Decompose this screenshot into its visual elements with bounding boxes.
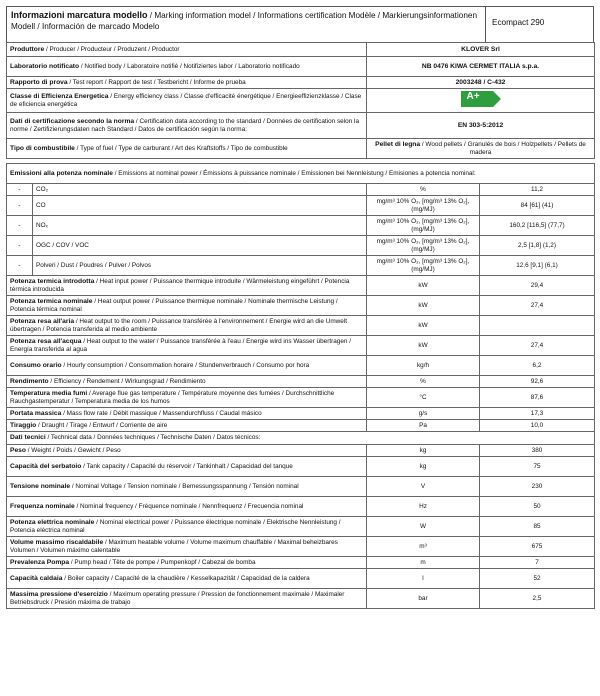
param-label-bold: Massima pressione d'esercizio [10,590,108,598]
param-label-bold: Temperatura media fumi [10,389,88,397]
param-value: 2,5 [480,589,595,609]
emission-value: 12,6 [9,1] (6,1) [480,256,595,276]
info-row [7,139,595,159]
param-label-bold: Tensione nominale [10,482,71,490]
param-unit: °C [367,388,480,408]
param-value: 50 [480,497,595,517]
param-value: 92,6 [480,376,595,388]
param-label [7,296,367,316]
param-label-bold: Portata massica [10,409,62,417]
param-unit: Hz [367,497,480,517]
param-unit: Pa [367,420,480,432]
emission-dash: - [7,256,33,276]
info-value-text: 2003248 / C-432 [455,78,506,86]
info-table [6,42,595,159]
param-label [7,376,367,388]
info-label-rest: / Notified body / Laboratoire notifié / Notifiziertes labor / Laboratorio notificado [79,62,300,70]
emission-unit: mg/m³ 10% O₂, [mg/m³ 13% O₂], (mg/MJ) [367,236,480,256]
param-value: 29,4 [480,276,595,296]
emission-value: 11,2 [480,184,595,196]
info-label-rest: / Certification data according to the standard / Données de certification selon la norme / Zertifizierungsdaten nach Standard / Datos de certificación según la norma: [10,117,359,133]
param-label-rest: / Pump head / Tête de pompe / Pumpenkopf / Cabezal de bomba [69,558,256,566]
param-label [7,569,367,589]
param-label-rest: / Weight / Poids / Gewicht / Peso [25,446,121,454]
info-label-bold: Classe di Efficienza Energetica [10,92,109,100]
param-row [7,388,595,408]
param-label [7,356,367,376]
param-row [7,457,595,477]
info-row [7,77,595,89]
param-row [7,420,595,432]
info-row [7,43,595,57]
info-label-bold: Dati di certificazione secondo la norma [10,117,135,125]
param-row [7,557,595,569]
param-label [7,477,367,497]
param-row [7,477,595,497]
section-heading-row [7,432,595,445]
param-label-rest: / Nominal frequency / Fréquence nominale / Nennfrequenz / Frecuencia nominal [74,502,304,510]
param-label-rest: / Efficiency / Rendement / Wirkungsgrad / Rendimiento [48,377,206,385]
section-heading-rest: / Technical data / Données techniques / Technische Daten / Datos técnicos: [45,434,261,442]
param-label-rest: / Nominal Voltage / Tension nominale / Bemessungsspannung / Tensión nominal [70,482,299,490]
section-heading-bold: Dati tecnici [10,434,46,442]
param-value [480,316,595,336]
info-label [7,43,367,57]
param-unit: bar [367,589,480,609]
info-value-rest: / Wood pellets / Granulés de bois / Holzpellets / Pellets de madera [420,140,586,156]
info-row [7,89,595,113]
param-value: 27,4 [480,296,595,316]
emission-row [7,196,595,216]
param-label-bold: Volume massimo riscaldabile [10,538,104,546]
param-unit: m [367,557,480,569]
info-value [367,77,595,89]
info-value [367,139,595,159]
info-label [7,89,367,113]
param-label-rest: / Heat output power / Puissance thermique nominale / Nominale thermische Leistung / Potencia térmica nominal [10,297,338,313]
param-value: 10,0 [480,420,595,432]
param-value: 230 [480,477,595,497]
info-value [367,113,595,139]
info-label [7,77,367,89]
energy-class-badge [461,91,501,107]
info-value [367,89,595,113]
sheet-title [7,7,485,42]
info-label-bold: Tipo di combustibile [10,144,75,152]
emission-row [7,236,595,256]
param-label [7,408,367,420]
param-label [7,517,367,537]
param-row [7,589,595,609]
info-value [367,43,595,57]
emission-row [7,216,595,236]
param-label-bold: Potenza resa all'acqua [10,337,82,345]
param-label-bold: Rendimento [10,377,49,385]
section-heading [7,164,595,184]
section-heading-row [7,164,595,184]
param-value: 380 [480,445,595,457]
emission-unit: mg/m³ 10% O₂, [mg/m³ 13% O₂], (mg/MJ) [367,196,480,216]
emission-row [7,256,595,276]
param-unit: % [367,376,480,388]
emission-unit: mg/m³ 10% O₂, [mg/m³ 13% O₂], (mg/MJ) [367,256,480,276]
param-label [7,388,367,408]
param-label-bold: Peso [10,446,26,454]
param-label [7,336,367,356]
param-row [7,356,595,376]
sheet-title-bold: Informazioni marcatura modello [11,10,148,20]
param-row [7,408,595,420]
param-label-rest: / Tank capacity / Capacité du réservoir / Tankinhalt / Capacidad del tanque [81,462,293,470]
param-label [7,445,367,457]
emission-name: CO [33,196,367,216]
param-label-bold: Potenza termica introdotta [10,277,95,285]
emission-value: 160,2 [116,5] (77,7) [480,216,595,236]
param-row [7,445,595,457]
param-unit: kg/h [367,356,480,376]
param-label-rest: / Maximum heatable volume / Volume maximum chauffable / Maximal beheizbares Volumen / Volumen máximo calentable [10,538,338,554]
section-heading-rest: / Emissions at nominal power / Émissions à puissance nominale / Emissionen bei Nennleistung / Emisiones a potencia nominal: [112,169,476,177]
param-label [7,497,367,517]
param-label-bold: Consumo orario [10,361,62,369]
info-label-rest: / Energy efficiency class / Classe d'efficacité énergétique / Energieeffizienzklasse / Clase de eficiencia energética [10,92,362,108]
param-label-rest: / Maximum operating pressure / Pression de fonctionnement maximale / Maximaler Betriebsdruck / Presión máxima de trabajo [10,590,345,606]
sheet-title-rest: / Marking information model / Informations certification Modèle / Markierungsinformationen Modell / Información de marcado Modelo [11,11,477,31]
info-row [7,57,595,77]
param-label-bold: Potenza termica nominale [10,297,93,305]
param-label-rest: / Heat output to the room / Puissance transférée à l'environnement / Energie wird an die Umwelt übertragen / Potencia transferida al medio ambiente [10,317,348,333]
emission-name: NOₓ [33,216,367,236]
param-unit: kW [367,336,480,356]
param-label [7,316,367,336]
info-label [7,139,367,159]
param-value: 7 [480,557,595,569]
param-label [7,276,367,296]
param-row [7,537,595,557]
param-label-rest: / Heat input power / Puissance thermique introduite / Wärmeleistung eingeführt / Potencia térmica introducida [10,277,350,293]
info-row [7,113,595,139]
info-label-rest: / Test report / Rapport de test / Testbericht / Informe de prueba [67,78,246,86]
emission-dash: - [7,196,33,216]
sheet-header [6,6,594,42]
energy-class-value: A+ [466,91,480,103]
param-label-rest: / Nominal electrical power / Puissance électrique nominale / Elektrische Nennleistung / Potencia eléctrica nominal [10,518,341,534]
marking-sheet [6,6,594,609]
param-value: 675 [480,537,595,557]
section-heading-bold: Emissioni alla potenza nominale [10,169,113,177]
param-label-rest: / Hourly consumption / Consommation horaire / Stundenverbrauch / Consumo por hora [61,361,310,369]
info-value-bold: Pellet di legna [375,140,421,148]
param-label-bold: Frequenza nominale [10,502,75,510]
param-label-bold: Capacità del serbatoio [10,462,82,470]
param-label-bold: Tiraggio [10,421,37,429]
param-unit: V [367,477,480,497]
param-row [7,497,595,517]
param-label-rest: / Heat output to the water / Puissance transférée à l'eau / Energie wird ins Wasser übertragen / Energía transferida al agua [10,337,352,353]
param-label-bold: Capacità caldaia [10,574,63,582]
emission-value: 2,5 [1,8] (1,2) [480,236,595,256]
emission-value: 84 [61] (41) [480,196,595,216]
param-label [7,537,367,557]
param-row [7,336,595,356]
param-row [7,276,595,296]
param-label [7,420,367,432]
param-row [7,569,595,589]
info-label-bold: Laboratorio notificato [10,62,80,70]
info-label-bold: Rapporto di prova [10,78,68,86]
emission-dash: - [7,216,33,236]
param-label-bold: Potenza elettrica nominale [10,518,95,526]
emission-dash: - [7,184,33,196]
param-label [7,457,367,477]
info-label [7,113,367,139]
param-value: 52 [480,569,595,589]
param-label-rest: / Boiler capacity / Capacité de la chaudière / Kesselkapazität / Capacidad de la caldera [62,574,310,582]
param-label [7,589,367,609]
model-name: Ecompact 290 [485,7,593,42]
info-label [7,57,367,77]
param-label-bold: Prevalenza Pompa [10,558,70,566]
emission-name: OGC / COV / VOC [33,236,367,256]
emission-unit: % [367,184,480,196]
emission-name: CO₂ [33,184,367,196]
info-value-text: NB 0476 KIWA CERMET ITALIA s.p.a. [421,62,540,70]
param-label [7,557,367,569]
param-label-bold: Potenza resa all'aria [10,317,75,325]
param-label-rest: / Draught / Tirage / Entwurf / Corriente de aire [36,421,168,429]
param-unit: kg [367,457,480,477]
info-value-text: EN 303-5:2012 [457,121,504,129]
param-label-rest: / Average flue gas temperature / Température moyenne des fumées / Durchschnittliche Rauchgastemperatur / Temperatura media de los humos [10,389,335,405]
info-label-rest: / Producer / Producteur / Produzent / Productor [44,45,180,53]
param-label-rest: / Mass flow rate / Débit massique / Massendurchfluss / Caudal másico [61,409,262,417]
info-value [367,57,595,77]
param-value: 6,2 [480,356,595,376]
param-row [7,316,595,336]
specs-table [6,163,595,609]
param-row [7,376,595,388]
param-value: 85 [480,517,595,537]
param-unit: kW [367,316,480,336]
param-unit: kg [367,445,480,457]
param-value: 17,3 [480,408,595,420]
param-unit: W [367,517,480,537]
param-value: 27,4 [480,336,595,356]
section-heading [7,432,595,445]
param-row [7,517,595,537]
info-value-text: KLOVER Srl [461,45,500,53]
param-unit: l [367,569,480,589]
param-unit: g/s [367,408,480,420]
info-label-rest: / Type of fuel / Type de carburant / Art des Kraftstoffs / Tipo de combustible [74,144,288,152]
emission-name: Polveri / Dust / Poudres / Pulver / Polvos [33,256,367,276]
emission-unit: mg/m³ 10% O₂, [mg/m³ 13% O₂], (mg/MJ) [367,216,480,236]
param-unit: kW [367,296,480,316]
param-unit: m³ [367,537,480,557]
emission-dash: - [7,236,33,256]
param-value: 87,6 [480,388,595,408]
param-row [7,296,595,316]
emission-row [7,184,595,196]
param-unit: kW [367,276,480,296]
info-label-bold: Produttore [10,45,45,53]
param-value: 75 [480,457,595,477]
